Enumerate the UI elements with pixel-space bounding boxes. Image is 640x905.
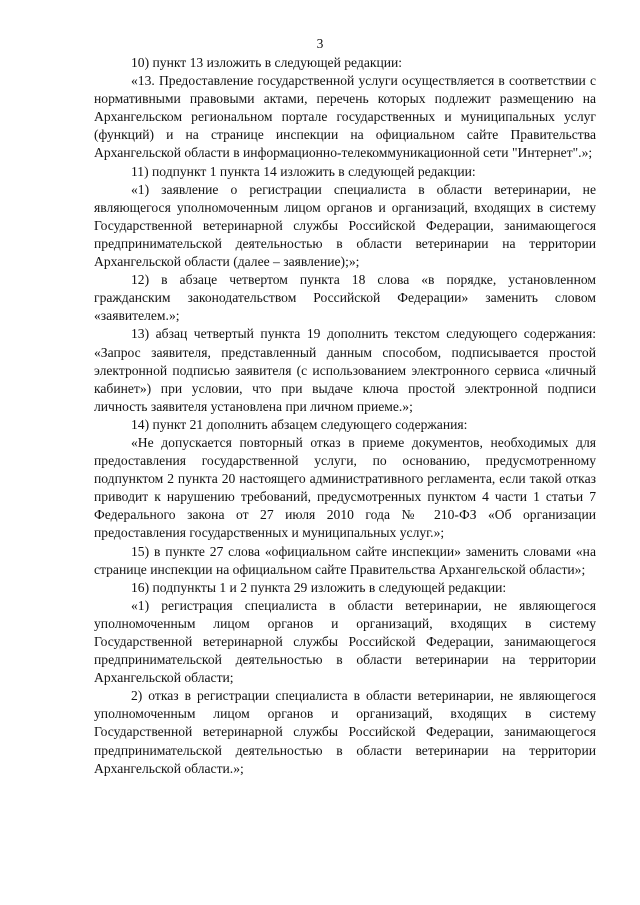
- paragraph-item-10: 10) пункт 13 изложить в следующей редакции:: [131, 55, 403, 70]
- paragraph-item-16: 16) подпункты 1 и 2 пункта 29 изложить в следующей редакции:: [131, 579, 507, 595]
- paragraph-item-11: 11) подпункт 1 пункта 14 изложить в следующей редакции:: [131, 163, 476, 179]
- paragraph-subitem-2-refusal: 2) отказ в регистрации специалиста в области ветеринарии, не являющегося уполномоченным лицом органов и организаций, входящих в систему Государственной ветеринарной службы Российской Федерации, занимающегося предпринимательской деятельностью в области ветеринарии на территории Архангельской области.»;: [94, 688, 596, 776]
- paragraph-item-13-text: «13. Предоставление государственной услуги осуществляется в соответствии с нормативными правовыми актами, перечень которых подлежит размещению на Архангельском региональном портале государственных и муниципальных услуг (функций) и на странице инспекции на официальном сайте Правительства Архангельской области в информационно-телекоммуникационной сети "Интернет".»;: [94, 73, 596, 161]
- paragraph-item-14: 14) пункт 21 дополнить абзацем следующего содержания:: [131, 416, 468, 432]
- document-body: [94, 54, 596, 778]
- paragraph-subitem-1-registration: «1) регистрация специалиста в области ветеринарии, не являющегося уполномоченным лицом органов и организаций, входящих в систему Государственной ветеринарной службы Российской Федерации, занимающегося предпринимательской деятельностью в области ветеринарии на территории Архангельской области;: [94, 597, 596, 686]
- paragraph-item-15: 15) в пункте 27 слова «официальном сайте инспекции» заменить словами «на странице инспекции на официальном сайте Правительства Архангельской области»;: [94, 543, 596, 577]
- paragraph-item-14-text: «Не допускается повторный отказ в приеме документов, необходимых для предоставления государственной услуги, по основанию, предусмотренному подпунктом 2 пункта 20 настоящего административного регламента, если такой отказ приводит к нарушению требований, предусмотренных пунктом 4 части 1 статьи 7 Федерального закона от 27 июля 2010 года № 210-ФЗ «Об организации предоставления государственных и муниципальных услуг.»;: [94, 434, 596, 541]
- paragraph-subitem-1-text: «1) заявление о регистрации специалиста в области ветеринарии, не являющегося уполномоченным лицом органов и организаций, входящих в систему Государственной ветеринарной службы Российской Федерации, занимающегося предпринимательской деятельностью в области ветеринарии на территории Архангельской области (далее – заявление);»;: [94, 181, 596, 270]
- paragraph-item-13: 13) абзац четвертый пункта 19 дополнить текстом следующего содержания: «Запрос заявителя, представленный данным способом, подписывается простой электронной подписью заявителя (с использованием электронного сервиса «личный кабинет») при условии, что при выдаче ключа простой электронной подписи личность заявителя установлена при личном приеме.»;: [94, 326, 596, 414]
- paragraph-item-12: 12) в абзаце четвертом пункта 18 слова «в порядке, установленном гражданским законодательством Российской Федерации» заменить словом «заявителем.»;: [94, 272, 596, 324]
- page-number: 3: [316, 36, 324, 51]
